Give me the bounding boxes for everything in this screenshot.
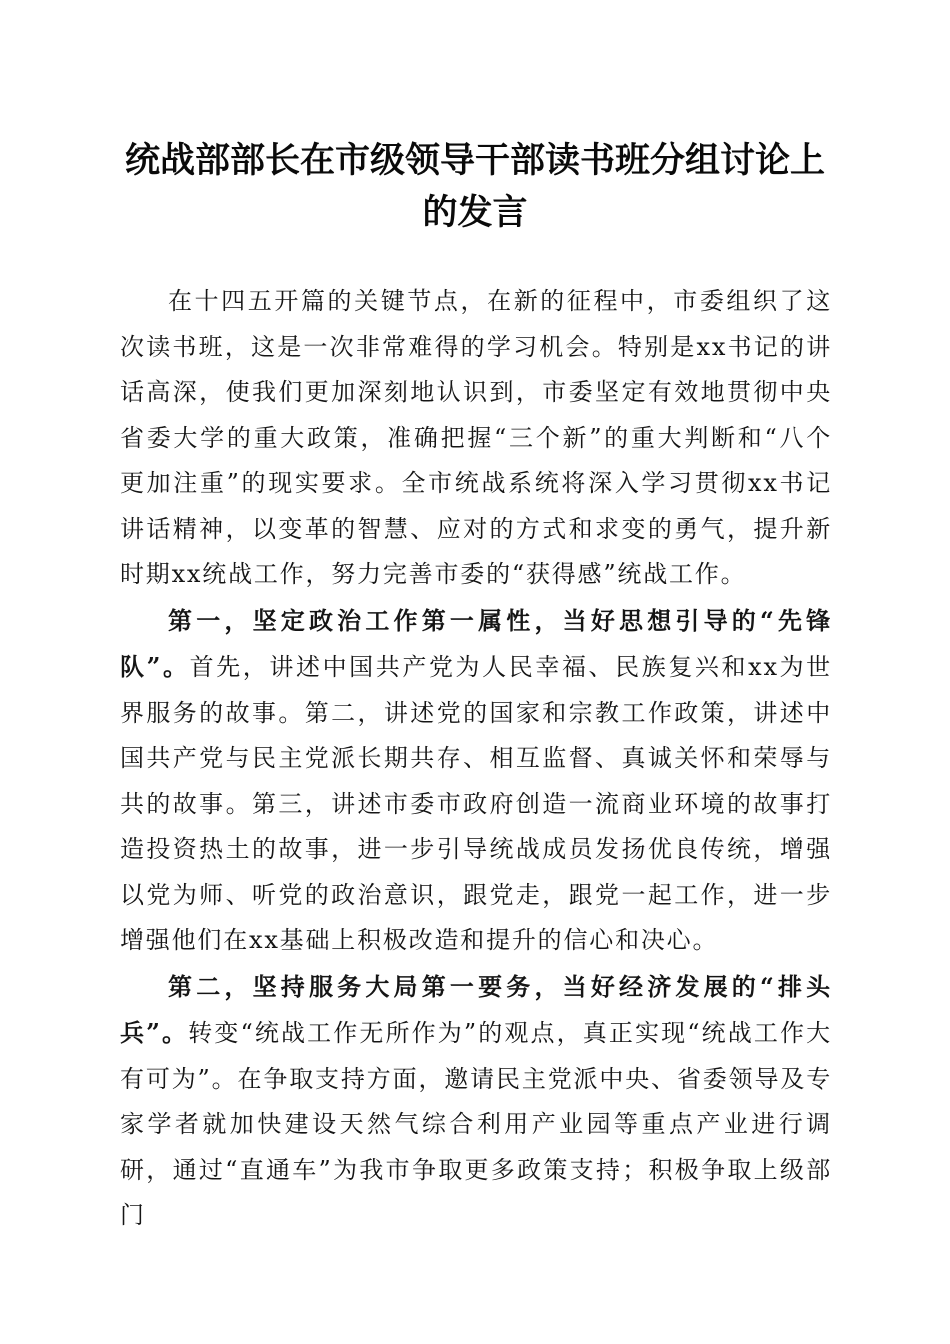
paragraph-lead: 第一，坚定政治工作第一属性，当好思想引导的“先锋队”。 — [120, 605, 832, 681]
document-body — [120, 278, 832, 1239]
paragraph-lead: 第二，坚持服务大局第一要务，当好经济发展的“排头兵”。 — [120, 971, 832, 1047]
paragraph-intro — [120, 278, 832, 598]
paragraph-point-one — [120, 598, 832, 964]
paragraph-text: 转变“统战工作无所作为”的观点，真正实现“统战工作大有可为”。在争取支持方面，邀请民主党派中央、省委领导及专家学者就加快建设天然气综合利用产业园等重点产业进行调研，通过“直通车”为我市争取更多政策支持；积极争取上级部门 — [120, 1019, 832, 1229]
document-title: 统战部部长在市级领导干部读书班分组讨论上的发言 — [124, 140, 825, 233]
paragraph-text: 首先，讲述中国共产党为人民幸福、民族复兴和xx为世界服务的故事。第二，讲述党的国家和宗教工作政策，讲述中国共产党与民主党派长期共存、相互监督、真诚关怀和荣辱与共的故事。第三，讲述市委市政府创造一流商业环境的故事打造投资热土的故事，进一步引导统战成员发扬优良传统，增强以党为师、听党的政治意识，跟党走，跟党一起工作，进一步增强他们在xx基础上积极改造和提升的信心和决心。 — [120, 653, 832, 954]
paragraph-point-two — [120, 964, 832, 1239]
paragraph-text: 在十四五开篇的关键节点，在新的征程中，市委组织了这次读书班，这是一次非常难得的学习机会。特别是xx书记的讲话高深，使我们更加深刻地认识到，市委坚定有效地贯彻中央省委大学的重大政策，准确把握“三个新”的重大判断和“八个更加注重”的现实要求。全市统战系统将深入学习贯彻xx书记讲话精神，以变革的智慧、应对的方式和求变的勇气，提升新时期xx统战工作，努力完善市委的“获得感”统战工作。 — [120, 287, 832, 588]
